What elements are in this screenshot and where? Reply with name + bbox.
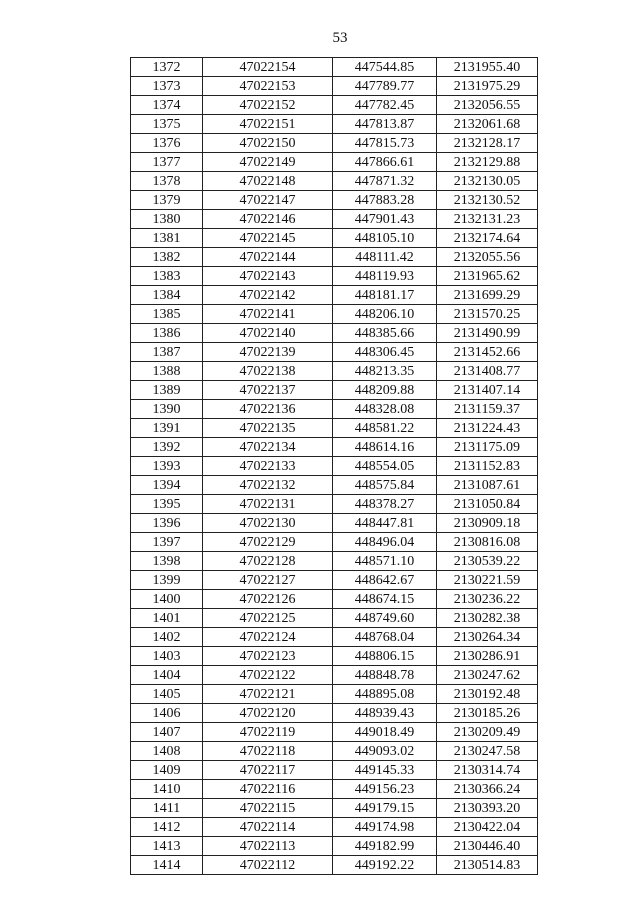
point-id-cell: 47022151 bbox=[203, 115, 333, 134]
table-row bbox=[131, 115, 538, 134]
y-coordinate-cell: 2132061.68 bbox=[437, 115, 538, 134]
y-coordinate-cell: 2131087.61 bbox=[437, 476, 538, 495]
y-coordinate-cell: 2131699.29 bbox=[437, 286, 538, 305]
x-coordinate-cell: 448378.27 bbox=[333, 495, 437, 514]
point-id-cell: 47022132 bbox=[203, 476, 333, 495]
y-coordinate-cell: 2130282.38 bbox=[437, 609, 538, 628]
point-number-cell: 1375 bbox=[131, 115, 203, 134]
point-number-cell: 1405 bbox=[131, 685, 203, 704]
table-row bbox=[131, 666, 538, 685]
point-number-cell: 1383 bbox=[131, 267, 203, 286]
point-id-cell: 47022127 bbox=[203, 571, 333, 590]
table-row bbox=[131, 533, 538, 552]
table-row bbox=[131, 58, 538, 77]
x-coordinate-cell: 448575.84 bbox=[333, 476, 437, 495]
point-id-cell: 47022115 bbox=[203, 799, 333, 818]
point-id-cell: 47022153 bbox=[203, 77, 333, 96]
point-number-cell: 1374 bbox=[131, 96, 203, 115]
y-coordinate-cell: 2131159.37 bbox=[437, 400, 538, 419]
x-coordinate-cell: 448496.04 bbox=[333, 533, 437, 552]
table-row bbox=[131, 305, 538, 324]
x-coordinate-cell: 447815.73 bbox=[333, 134, 437, 153]
point-id-cell: 47022141 bbox=[203, 305, 333, 324]
point-id-cell: 47022133 bbox=[203, 457, 333, 476]
x-coordinate-cell: 449179.15 bbox=[333, 799, 437, 818]
point-number-cell: 1400 bbox=[131, 590, 203, 609]
table-row bbox=[131, 628, 538, 647]
table-row bbox=[131, 590, 538, 609]
x-coordinate-cell: 448328.08 bbox=[333, 400, 437, 419]
x-coordinate-cell: 448571.10 bbox=[333, 552, 437, 571]
y-coordinate-cell: 2130422.04 bbox=[437, 818, 538, 837]
y-coordinate-cell: 2132129.88 bbox=[437, 153, 538, 172]
x-coordinate-cell: 448674.15 bbox=[333, 590, 437, 609]
x-coordinate-cell: 449093.02 bbox=[333, 742, 437, 761]
point-number-cell: 1404 bbox=[131, 666, 203, 685]
point-number-cell: 1387 bbox=[131, 343, 203, 362]
x-coordinate-cell: 449145.33 bbox=[333, 761, 437, 780]
x-coordinate-cell: 448895.08 bbox=[333, 685, 437, 704]
point-number-cell: 1396 bbox=[131, 514, 203, 533]
x-coordinate-cell: 448306.45 bbox=[333, 343, 437, 362]
point-number-cell: 1410 bbox=[131, 780, 203, 799]
point-number-cell: 1379 bbox=[131, 191, 203, 210]
table-row bbox=[131, 77, 538, 96]
table-row bbox=[131, 476, 538, 495]
point-number-cell: 1393 bbox=[131, 457, 203, 476]
y-coordinate-cell: 2131955.40 bbox=[437, 58, 538, 77]
point-id-cell: 47022113 bbox=[203, 837, 333, 856]
point-id-cell: 47022143 bbox=[203, 267, 333, 286]
point-number-cell: 1390 bbox=[131, 400, 203, 419]
table-row bbox=[131, 685, 538, 704]
table-row bbox=[131, 780, 538, 799]
y-coordinate-cell: 2130264.34 bbox=[437, 628, 538, 647]
table-row bbox=[131, 571, 538, 590]
x-coordinate-cell: 448119.93 bbox=[333, 267, 437, 286]
point-id-cell: 47022123 bbox=[203, 647, 333, 666]
point-id-cell: 47022144 bbox=[203, 248, 333, 267]
y-coordinate-cell: 2130209.49 bbox=[437, 723, 538, 742]
y-coordinate-cell: 2130221.59 bbox=[437, 571, 538, 590]
x-coordinate-cell: 448206.10 bbox=[333, 305, 437, 324]
table-row bbox=[131, 818, 538, 837]
point-id-cell: 47022142 bbox=[203, 286, 333, 305]
x-coordinate-cell: 448554.05 bbox=[333, 457, 437, 476]
point-number-cell: 1382 bbox=[131, 248, 203, 267]
x-coordinate-cell: 447782.45 bbox=[333, 96, 437, 115]
x-coordinate-cell: 447866.61 bbox=[333, 153, 437, 172]
y-coordinate-cell: 2131975.29 bbox=[437, 77, 538, 96]
point-number-cell: 1372 bbox=[131, 58, 203, 77]
point-id-cell: 47022117 bbox=[203, 761, 333, 780]
point-id-cell: 47022149 bbox=[203, 153, 333, 172]
point-id-cell: 47022154 bbox=[203, 58, 333, 77]
point-id-cell: 47022150 bbox=[203, 134, 333, 153]
point-number-cell: 1392 bbox=[131, 438, 203, 457]
x-coordinate-cell: 448642.67 bbox=[333, 571, 437, 590]
y-coordinate-cell: 2130446.40 bbox=[437, 837, 538, 856]
y-coordinate-cell: 2130286.91 bbox=[437, 647, 538, 666]
x-coordinate-cell: 449182.99 bbox=[333, 837, 437, 856]
y-coordinate-cell: 2131408.77 bbox=[437, 362, 538, 381]
point-id-cell: 47022145 bbox=[203, 229, 333, 248]
point-number-cell: 1384 bbox=[131, 286, 203, 305]
x-coordinate-cell: 448939.43 bbox=[333, 704, 437, 723]
table-row bbox=[131, 153, 538, 172]
table-row bbox=[131, 704, 538, 723]
y-coordinate-cell: 2130236.22 bbox=[437, 590, 538, 609]
point-id-cell: 47022148 bbox=[203, 172, 333, 191]
page-number: 53 bbox=[332, 30, 348, 46]
y-coordinate-cell: 2131452.66 bbox=[437, 343, 538, 362]
x-coordinate-cell: 447813.87 bbox=[333, 115, 437, 134]
x-coordinate-cell: 448848.78 bbox=[333, 666, 437, 685]
table-row bbox=[131, 210, 538, 229]
x-coordinate-cell: 448768.04 bbox=[333, 628, 437, 647]
x-coordinate-cell: 447871.32 bbox=[333, 172, 437, 191]
y-coordinate-cell: 2131050.84 bbox=[437, 495, 538, 514]
y-coordinate-cell: 2132174.64 bbox=[437, 229, 538, 248]
table-row bbox=[131, 723, 538, 742]
point-number-cell: 1402 bbox=[131, 628, 203, 647]
y-coordinate-cell: 2132055.56 bbox=[437, 248, 538, 267]
table-row bbox=[131, 552, 538, 571]
y-coordinate-cell: 2130366.24 bbox=[437, 780, 538, 799]
point-number-cell: 1386 bbox=[131, 324, 203, 343]
table-row bbox=[131, 837, 538, 856]
point-id-cell: 47022146 bbox=[203, 210, 333, 229]
x-coordinate-cell: 448806.15 bbox=[333, 647, 437, 666]
point-id-cell: 47022120 bbox=[203, 704, 333, 723]
x-coordinate-cell: 447789.77 bbox=[333, 77, 437, 96]
x-coordinate-cell: 448181.17 bbox=[333, 286, 437, 305]
point-number-cell: 1395 bbox=[131, 495, 203, 514]
y-coordinate-cell: 2130247.58 bbox=[437, 742, 538, 761]
y-coordinate-cell: 2130909.18 bbox=[437, 514, 538, 533]
point-number-cell: 1403 bbox=[131, 647, 203, 666]
x-coordinate-cell: 448213.35 bbox=[333, 362, 437, 381]
point-id-cell: 47022131 bbox=[203, 495, 333, 514]
x-coordinate-cell: 448385.66 bbox=[333, 324, 437, 343]
point-number-cell: 1388 bbox=[131, 362, 203, 381]
point-id-cell: 47022128 bbox=[203, 552, 333, 571]
point-number-cell: 1381 bbox=[131, 229, 203, 248]
point-id-cell: 47022116 bbox=[203, 780, 333, 799]
table-row bbox=[131, 362, 538, 381]
point-id-cell: 47022130 bbox=[203, 514, 333, 533]
point-number-cell: 1397 bbox=[131, 533, 203, 552]
point-id-cell: 47022114 bbox=[203, 818, 333, 837]
x-coordinate-cell: 448581.22 bbox=[333, 419, 437, 438]
point-number-cell: 1394 bbox=[131, 476, 203, 495]
point-id-cell: 47022122 bbox=[203, 666, 333, 685]
point-number-cell: 1409 bbox=[131, 761, 203, 780]
point-id-cell: 47022124 bbox=[203, 628, 333, 647]
table-row bbox=[131, 438, 538, 457]
table-row bbox=[131, 799, 538, 818]
table-row bbox=[131, 286, 538, 305]
table-row bbox=[131, 267, 538, 286]
x-coordinate-cell: 448749.60 bbox=[333, 609, 437, 628]
y-coordinate-cell: 2131152.83 bbox=[437, 457, 538, 476]
point-id-cell: 47022121 bbox=[203, 685, 333, 704]
point-id-cell: 47022140 bbox=[203, 324, 333, 343]
table-row bbox=[131, 172, 538, 191]
table-row bbox=[131, 457, 538, 476]
y-coordinate-cell: 2130185.26 bbox=[437, 704, 538, 723]
table-row bbox=[131, 856, 538, 875]
y-coordinate-cell: 2130192.48 bbox=[437, 685, 538, 704]
point-number-cell: 1398 bbox=[131, 552, 203, 571]
table-row bbox=[131, 381, 538, 400]
table-row bbox=[131, 742, 538, 761]
point-id-cell: 47022136 bbox=[203, 400, 333, 419]
point-id-cell: 47022135 bbox=[203, 419, 333, 438]
point-number-cell: 1407 bbox=[131, 723, 203, 742]
point-id-cell: 47022147 bbox=[203, 191, 333, 210]
x-coordinate-cell: 449192.22 bbox=[333, 856, 437, 875]
y-coordinate-cell: 2132056.55 bbox=[437, 96, 538, 115]
table-row bbox=[131, 134, 538, 153]
y-coordinate-cell: 2131570.25 bbox=[437, 305, 538, 324]
point-number-cell: 1411 bbox=[131, 799, 203, 818]
y-coordinate-cell: 2132128.17 bbox=[437, 134, 538, 153]
table-row bbox=[131, 514, 538, 533]
table-row bbox=[131, 400, 538, 419]
point-number-cell: 1385 bbox=[131, 305, 203, 324]
y-coordinate-cell: 2130393.20 bbox=[437, 799, 538, 818]
point-number-cell: 1380 bbox=[131, 210, 203, 229]
point-id-cell: 47022125 bbox=[203, 609, 333, 628]
point-number-cell: 1391 bbox=[131, 419, 203, 438]
y-coordinate-cell: 2131224.43 bbox=[437, 419, 538, 438]
point-number-cell: 1399 bbox=[131, 571, 203, 590]
x-coordinate-cell: 448447.81 bbox=[333, 514, 437, 533]
point-number-cell: 1389 bbox=[131, 381, 203, 400]
y-coordinate-cell: 2131407.14 bbox=[437, 381, 538, 400]
table-row bbox=[131, 191, 538, 210]
point-number-cell: 1376 bbox=[131, 134, 203, 153]
x-coordinate-cell: 447544.85 bbox=[333, 58, 437, 77]
x-coordinate-cell: 448105.10 bbox=[333, 229, 437, 248]
table-row bbox=[131, 609, 538, 628]
table-row bbox=[131, 495, 538, 514]
table-row bbox=[131, 343, 538, 362]
table-row bbox=[131, 761, 538, 780]
table-row bbox=[131, 96, 538, 115]
y-coordinate-cell: 2132130.52 bbox=[437, 191, 538, 210]
point-id-cell: 47022112 bbox=[203, 856, 333, 875]
x-coordinate-cell: 448614.16 bbox=[333, 438, 437, 457]
x-coordinate-cell: 449174.98 bbox=[333, 818, 437, 837]
point-number-cell: 1373 bbox=[131, 77, 203, 96]
point-id-cell: 47022139 bbox=[203, 343, 333, 362]
point-number-cell: 1412 bbox=[131, 818, 203, 837]
table-row bbox=[131, 324, 538, 343]
table-row bbox=[131, 248, 538, 267]
point-id-cell: 47022126 bbox=[203, 590, 333, 609]
y-coordinate-cell: 2131175.09 bbox=[437, 438, 538, 457]
y-coordinate-cell: 2132130.05 bbox=[437, 172, 538, 191]
point-number-cell: 1401 bbox=[131, 609, 203, 628]
table-row bbox=[131, 419, 538, 438]
x-coordinate-cell: 449018.49 bbox=[333, 723, 437, 742]
coordinates-table-body bbox=[131, 58, 538, 875]
y-coordinate-cell: 2130539.22 bbox=[437, 552, 538, 571]
y-coordinate-cell: 2131965.62 bbox=[437, 267, 538, 286]
point-id-cell: 47022118 bbox=[203, 742, 333, 761]
table-row bbox=[131, 647, 538, 666]
x-coordinate-cell: 447901.43 bbox=[333, 210, 437, 229]
point-number-cell: 1408 bbox=[131, 742, 203, 761]
y-coordinate-cell: 2130314.74 bbox=[437, 761, 538, 780]
y-coordinate-cell: 2130514.83 bbox=[437, 856, 538, 875]
point-id-cell: 47022138 bbox=[203, 362, 333, 381]
point-id-cell: 47022152 bbox=[203, 96, 333, 115]
x-coordinate-cell: 448111.42 bbox=[333, 248, 437, 267]
y-coordinate-cell: 2130247.62 bbox=[437, 666, 538, 685]
point-number-cell: 1377 bbox=[131, 153, 203, 172]
x-coordinate-cell: 447883.28 bbox=[333, 191, 437, 210]
point-number-cell: 1378 bbox=[131, 172, 203, 191]
y-coordinate-cell: 2131490.99 bbox=[437, 324, 538, 343]
x-coordinate-cell: 449156.23 bbox=[333, 780, 437, 799]
point-number-cell: 1413 bbox=[131, 837, 203, 856]
y-coordinate-cell: 2132131.23 bbox=[437, 210, 538, 229]
coordinates-table bbox=[130, 57, 538, 875]
x-coordinate-cell: 448209.88 bbox=[333, 381, 437, 400]
point-id-cell: 47022134 bbox=[203, 438, 333, 457]
y-coordinate-cell: 2130816.08 bbox=[437, 533, 538, 552]
point-number-cell: 1414 bbox=[131, 856, 203, 875]
point-number-cell: 1406 bbox=[131, 704, 203, 723]
point-id-cell: 47022119 bbox=[203, 723, 333, 742]
table-row bbox=[131, 229, 538, 248]
point-id-cell: 47022129 bbox=[203, 533, 333, 552]
point-id-cell: 47022137 bbox=[203, 381, 333, 400]
